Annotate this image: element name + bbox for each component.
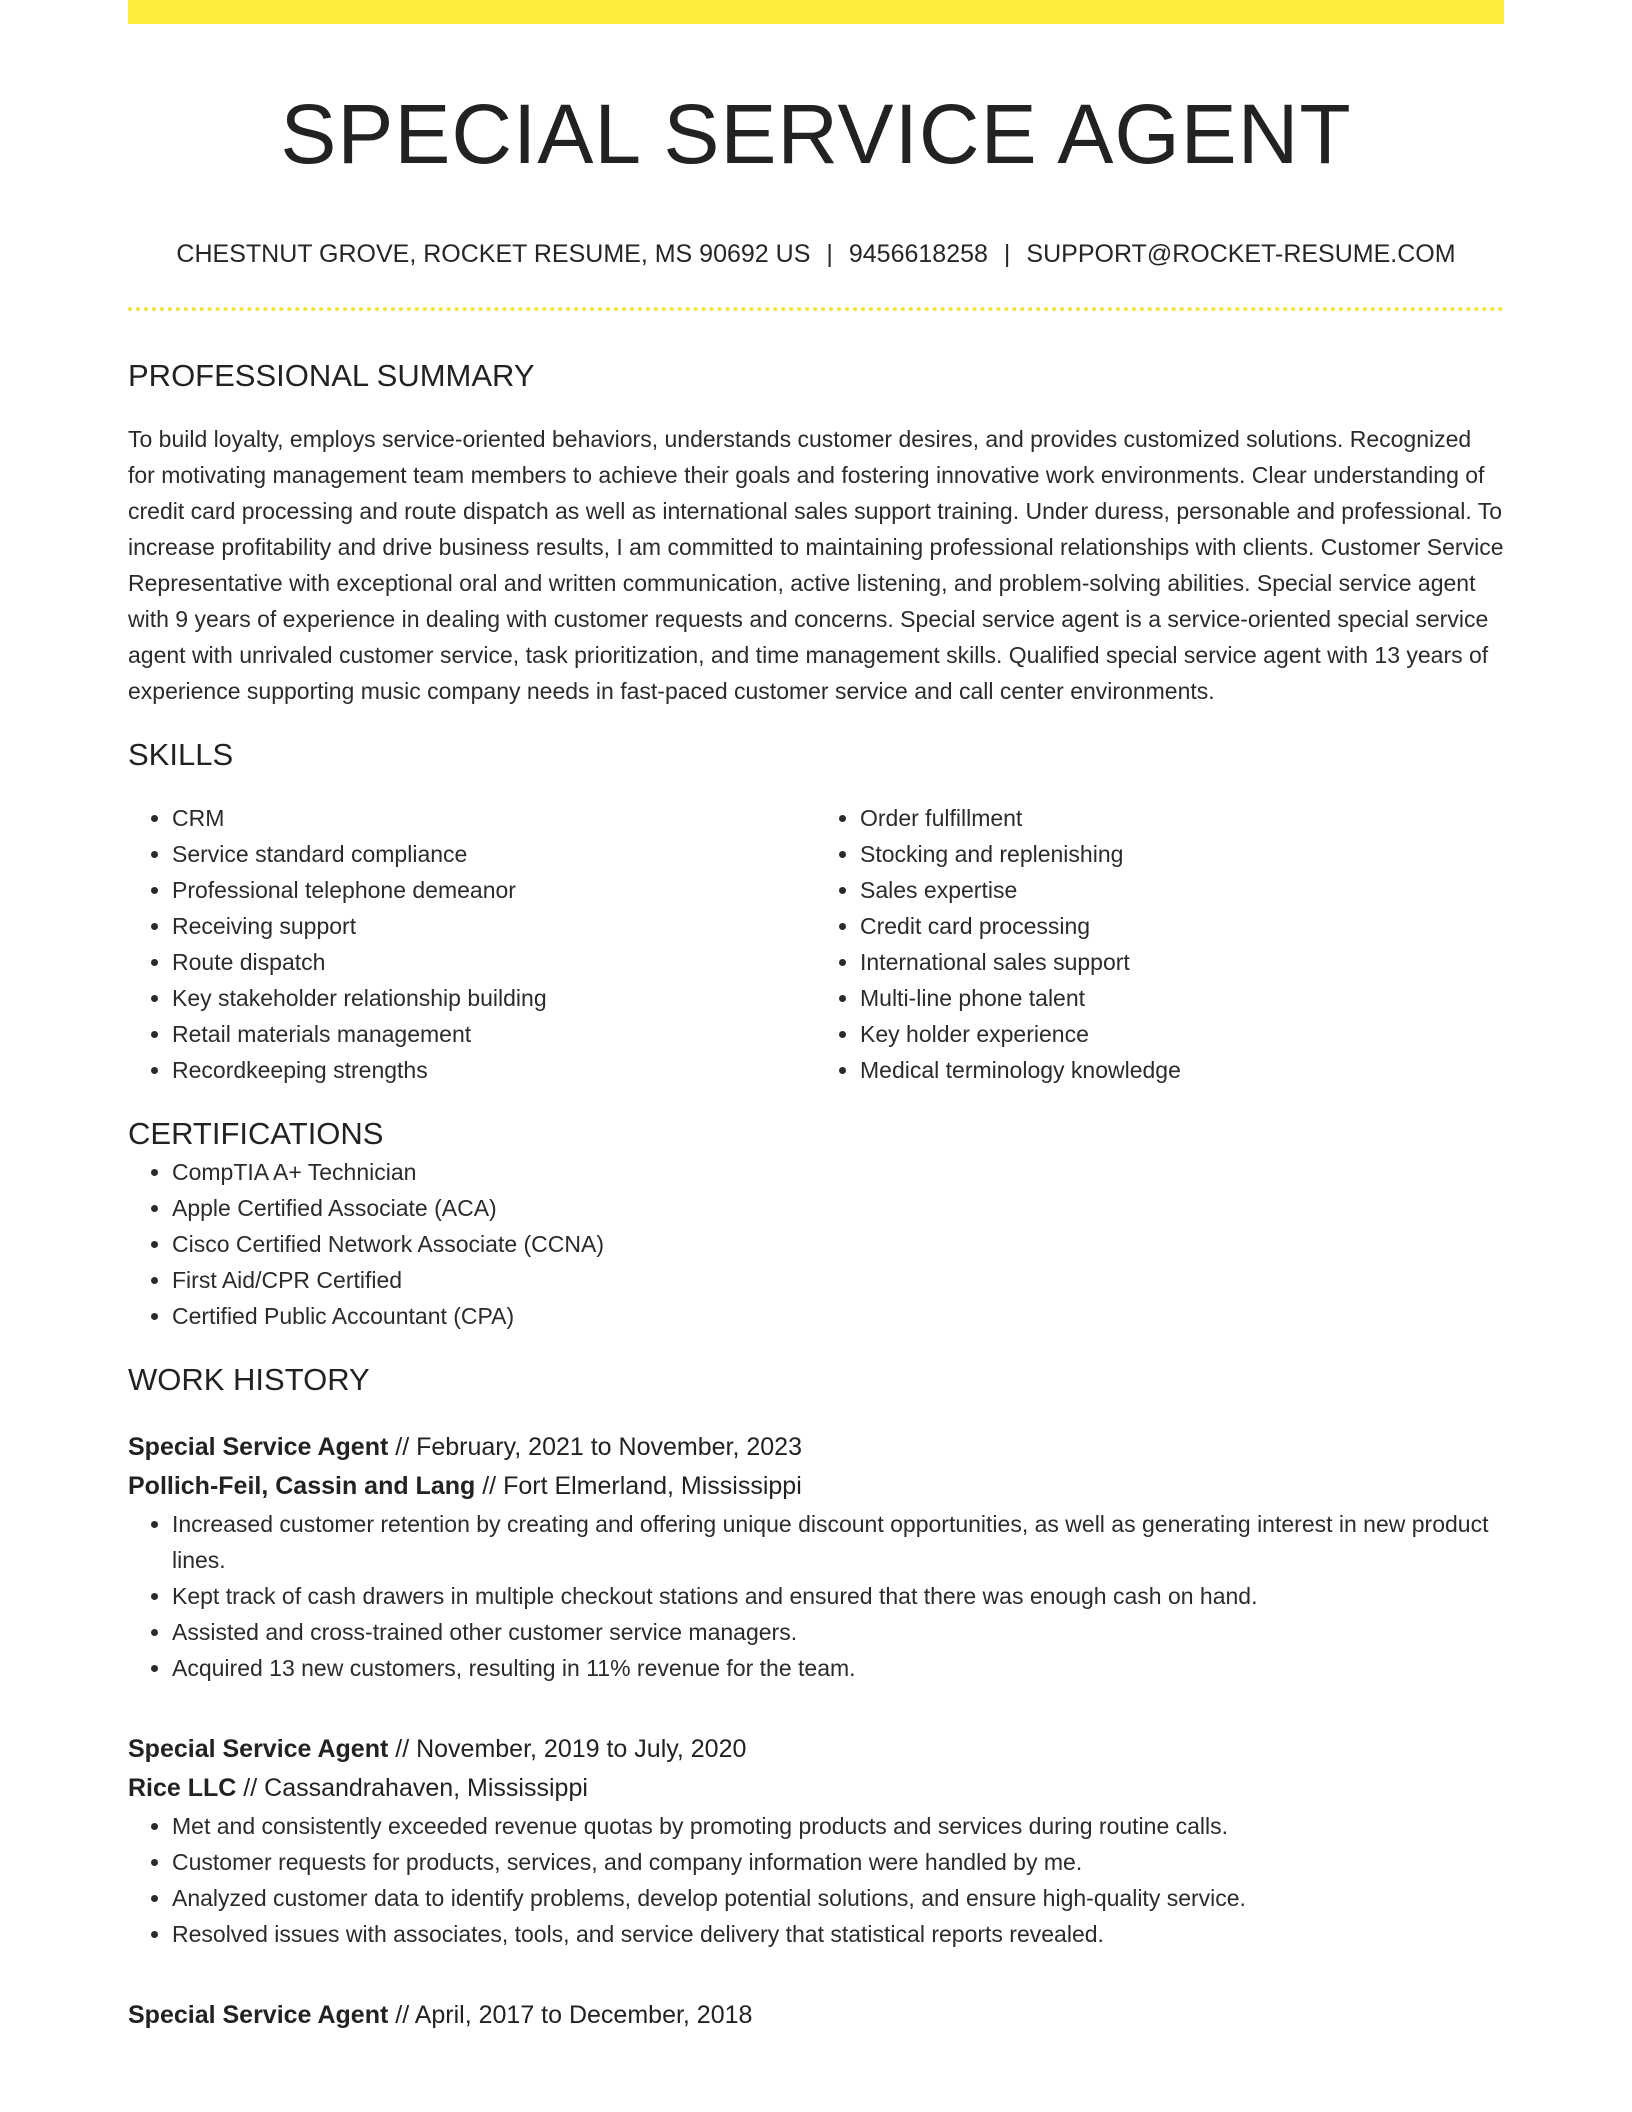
skill-item: • Order fulfillment [860,800,1504,836]
skill-item: • Recordkeeping strengths [172,1052,816,1088]
skill-item: • Key stakeholder relationship building [172,980,816,1016]
job-role: Special Service Agent [128,1433,389,1461]
dotted-divider [128,307,1504,311]
job-duty-item: • Met and consistently exceeded revenue quotas by promoting products and services during routine calls. [172,1808,1504,1844]
job-entry [128,1996,1504,2035]
contact-separator: | [826,240,833,268]
job-company: Pollich-Feil, Cassin and Lang [128,1472,476,1500]
job-duty-item: • Acquired 13 new customers, resulting in 11% revenue for the team. [172,1650,1504,1686]
top-accent-bar [128,0,1504,24]
job-entry [128,1730,1504,1952]
job-location: // Fort Elmerland, Mississippi [475,1472,802,1500]
skill-item: • Service standard compliance [172,836,816,872]
skill-item: • CRM [172,800,816,836]
job-company: Rice LLC [128,1774,237,1802]
job-role: Special Service Agent [128,1735,389,1763]
certifications-list [128,1154,1504,1334]
job-company-line [128,1467,1504,1506]
contact-address: CHESTNUT GROVE, ROCKET RESUME, MS 90692 US [176,240,811,268]
skill-item: • Receiving support [172,908,816,944]
work-history-heading: WORK HISTORY [128,1362,370,1397]
skills-list-right [816,800,1504,1088]
skill-item: • Stocking and replenishing [860,836,1504,872]
certification-item: • Cisco Certified Network Associate (CCNA) [172,1226,1504,1262]
job-role: Special Service Agent [128,2001,389,2029]
job-duty-item: • Kept track of cash drawers in multiple checkout stations and ensured that there was enough cash on hand. [172,1578,1504,1614]
certification-item: • Apple Certified Associate (ACA) [172,1190,1504,1226]
certification-item: • CompTIA A+ Technician [172,1154,1504,1190]
job-duty-item: • Resolved issues with associates, tools, and service delivery that statistical reports revealed. [172,1916,1504,1952]
job-role-line [128,1730,1504,1769]
job-role-line [128,1428,1504,1467]
contact-phone: 9456618258 [848,240,988,268]
skill-item: • Professional telephone demeanor [172,872,816,908]
skills-heading: SKILLS [128,737,234,772]
contact-email: SUPPORT@ROCKET-RESUME.COM [1026,240,1456,268]
resume-title: SPECIAL SERVICE AGENT [280,87,1352,181]
certification-item: • First Aid/CPR Certified [172,1262,1504,1298]
job-dates: // April, 2017 to December, 2018 [388,2001,753,2029]
summary-heading: PROFESSIONAL SUMMARY [128,358,535,393]
skill-item: • Sales expertise [860,872,1504,908]
skills-list-left [128,800,816,1088]
contact-separator: | [1003,240,1011,268]
skill-item: • Medical terminology knowledge [860,1052,1504,1088]
skill-item: • Retail materials management [172,1016,816,1052]
skills-columns [128,800,1504,1088]
summary-text: To build loyalty, employs service-oriented behaviors, understands customer desires, and provides customized solutions. Recognized for motivating management team members to achieve their goals and fostering innovative work environments. Clear understanding of credit card processing and route dispatch as well as international sales support training. Under duress, personable and professional. To increase profitability and drive business results, I am committed to maintaining professional relationships with clients. Customer Service Representative with exceptional oral and written communication, active listening, and problem-solving abilities. Special service agent with 9 years of experience in dealing with customer requests and concerns. Special service agent is a service-oriented special service agent with unrivaled customer service, task prioritization, and time management skills. Qualified special service agent with 13 years of experience supporting music company needs in fast-paced customer service and call center environments. [128,426,1504,704]
job-company-line [128,1769,1504,1808]
job-duty-item: • Customer requests for products, services, and company information were handled by me. [172,1844,1504,1880]
certifications-heading: CERTIFICATIONS [128,1116,384,1151]
job-duties-list [128,1506,1504,1686]
job-duty-item: • Analyzed customer data to identify problems, develop potential solutions, and ensure high-quality service. [172,1880,1504,1916]
skill-item: • Credit card processing [860,908,1504,944]
skill-item: • International sales support [860,944,1504,980]
job-duty-item: • Assisted and cross-trained other customer service managers. [172,1614,1504,1650]
certification-item: • Certified Public Accountant (CPA) [172,1298,1504,1334]
job-role-line [128,1996,1504,2035]
job-location: // Cassandrahaven, Mississippi [236,1774,588,1802]
skill-item: • Key holder experience [860,1016,1504,1052]
job-dates: // November, 2019 to July, 2020 [388,1735,747,1763]
job-duties-list [128,1808,1504,1952]
job-entry [128,1428,1504,1686]
resume-page [128,0,1504,2035]
skill-item: • Multi-line phone talent [860,980,1504,1016]
job-duty-item: • Increased customer retention by creating and offering unique discount opportunities, as well as generating interest in new product lines. [172,1506,1504,1578]
contact-line [128,238,1504,270]
job-dates: // February, 2021 to November, 2023 [388,1433,802,1461]
skill-item: • Route dispatch [172,944,816,980]
